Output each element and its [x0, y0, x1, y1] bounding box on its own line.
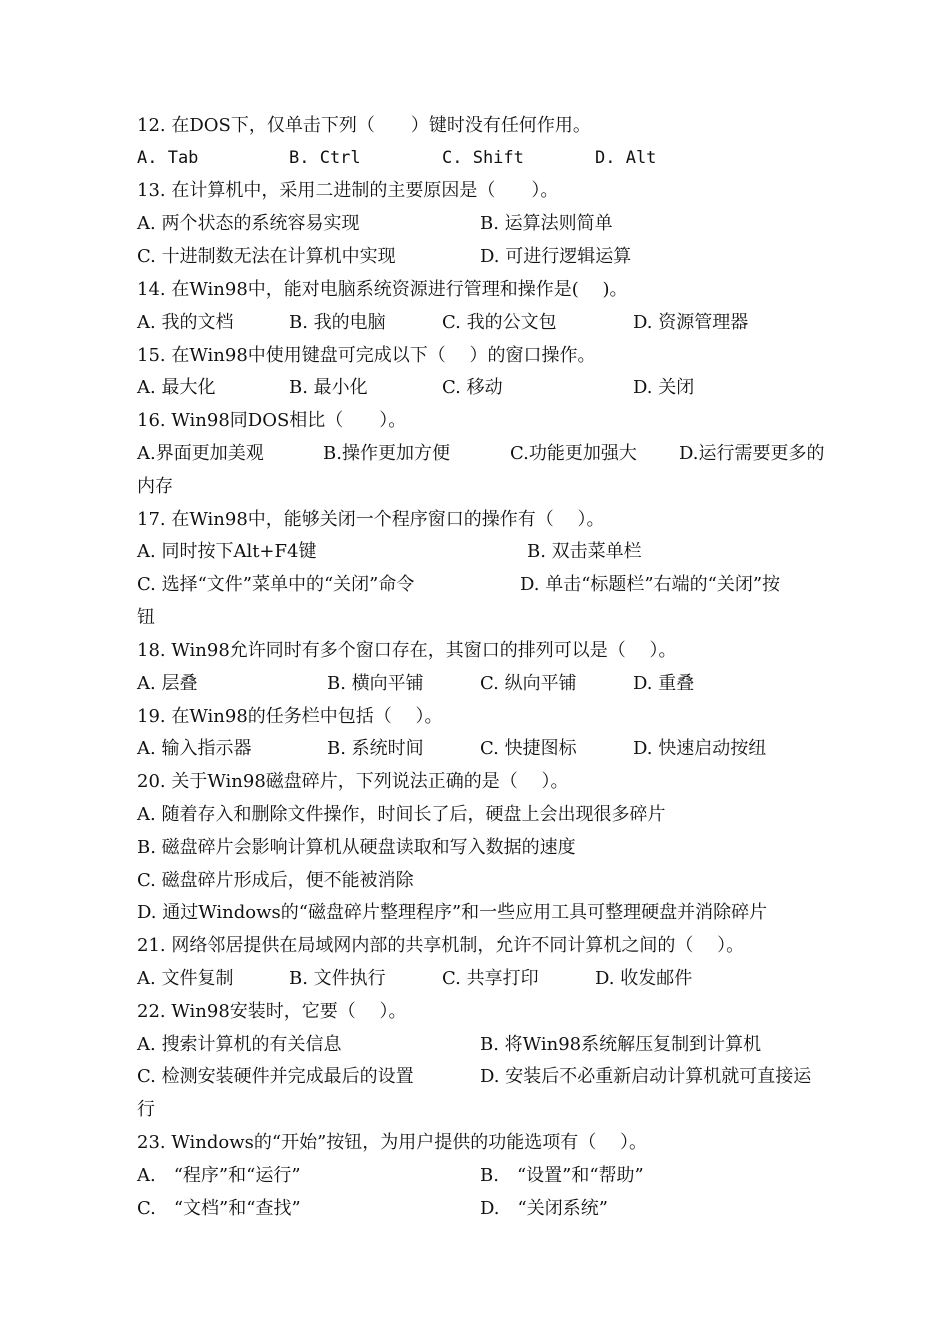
option: C. 共享打印: [442, 968, 539, 989]
option: C. 选择“文件”菜单中的“关闭”命令: [137, 574, 415, 595]
option: C. 纵向平铺: [480, 673, 577, 694]
option: B. 将Win98系统解压复制到计算机: [480, 1034, 762, 1055]
question-stem: 18. Win98允许同时有多个窗口存在，其窗口的排列可以是（ ）。: [137, 640, 677, 661]
option: A. 我的文档: [137, 312, 234, 333]
option: B. 最小化: [289, 377, 368, 398]
option-row: [137, 737, 842, 761]
option: A. 最大化: [137, 377, 216, 398]
option: D. Alt: [595, 148, 657, 168]
option-row: [137, 803, 842, 827]
option: B. 我的电脑: [289, 312, 386, 333]
option: A. 两个状态的系统容易实现: [137, 213, 360, 234]
option-continuation: 内存: [137, 476, 173, 497]
option: B. 文件执行: [289, 968, 386, 989]
option: C. 快捷图标: [480, 738, 577, 759]
option-continuation: 钮: [137, 607, 155, 628]
option: D. 快速启动按纽: [633, 738, 767, 759]
option: C. 检测安装硬件并完成最后的设置: [137, 1066, 414, 1087]
option-row: [137, 573, 842, 597]
option: A. 同时按下Alt+F4键: [137, 541, 317, 562]
option-row: [137, 967, 842, 991]
option-row: [137, 311, 842, 335]
option: A. 输入指示器: [137, 738, 252, 759]
option: D. “关闭系统”: [480, 1198, 608, 1219]
question-stem: 23. Windows的“开始”按钮，为用户提供的功能选项有（ ）。: [137, 1132, 648, 1153]
question-stem: 14. 在Win98中，能对电脑系统资源进行管理和操作是( )。: [137, 279, 628, 300]
question-stem: 21. 网络邻居提供在局域网内部的共享机制，允许不同计算机之间的（ ）。: [137, 935, 745, 956]
option-row: [137, 442, 842, 466]
option-row: [137, 1197, 842, 1221]
option: C.功能更加强大: [510, 443, 637, 464]
option: B. 双击菜单栏: [527, 541, 642, 562]
option: D. 重叠: [633, 673, 695, 694]
option: D. 关闭: [633, 377, 695, 398]
question-stem: 17. 在Win98中，能够关闭一个程序窗口的操作有（ ）。: [137, 509, 605, 530]
option-row: [137, 1098, 842, 1122]
option: A. 搜索计算机的有关信息: [137, 1034, 342, 1055]
question-stem: 19. 在Win98的任务栏中包括（ ）。: [137, 706, 443, 727]
option: B.操作更加方便: [323, 443, 450, 464]
question-stem: 20. 关于Win98磁盘碎片，下列说法正确的是（ ）。: [137, 771, 569, 792]
option: C. Shift: [442, 148, 524, 168]
question-stem: 12. 在DOS下，仅单击下列（ ）键时没有任何作用。: [137, 115, 591, 136]
option-row: [137, 1065, 842, 1089]
option: C. 十进制数无法在计算机中实现: [137, 246, 396, 267]
option: B. 横向平铺: [327, 673, 424, 694]
option: B. 系统时间: [327, 738, 424, 759]
option: D. 收发邮件: [595, 968, 693, 989]
option: A.界面更加美观: [137, 443, 264, 464]
option: A. 文件复制: [137, 968, 234, 989]
option: B. “设置”和“帮助”: [480, 1165, 644, 1186]
option: B. Ctrl: [289, 148, 361, 168]
option: A. 随着存入和删除文件操作，时间长了后，硬盘上会出现很多碎片: [137, 804, 666, 825]
option-row: [137, 869, 842, 893]
option: D. 资源管理器: [633, 312, 749, 333]
question-stem: 22. Win98安装时，它要（ ）。: [137, 1001, 407, 1022]
option-row: [137, 836, 842, 860]
option: C. 我的公文包: [442, 312, 557, 333]
option: D. 通过Windows的“磁盘碎片整理程序”和一些应用工具可整理硬盘并消除碎片: [137, 902, 768, 923]
option-row: [137, 1164, 842, 1188]
question-stem: 13. 在计算机中，采用二进制的主要原因是（ ）。: [137, 180, 559, 201]
option-row: [137, 606, 842, 630]
option-row: [137, 901, 842, 925]
option-row: [137, 672, 842, 696]
option-continuation: 行: [137, 1099, 155, 1120]
option: D. 安装后不必重新启动计算机就可直接运: [480, 1066, 812, 1087]
option: A. 层叠: [137, 673, 198, 694]
option: C. 移动: [442, 377, 503, 398]
option-row: [137, 212, 842, 236]
option: A. Tab: [137, 148, 199, 168]
option: B. 磁盘碎片会影响计算机从硬盘读取和写入数据的速度: [137, 837, 576, 858]
option: D.运行需要更多的: [679, 443, 825, 464]
option-row: [137, 146, 842, 170]
option: D. 单击“标题栏”右端的“关闭”按: [520, 574, 781, 595]
option-row: [137, 475, 842, 499]
question-stem: 15. 在Win98中使用键盘可完成以下（ ）的窗口操作。: [137, 345, 596, 366]
option: A. “程序”和“运行”: [137, 1165, 301, 1186]
option-row: [137, 245, 842, 269]
option-row: [137, 376, 842, 400]
question-stem: 16. Win98同DOS相比（ ）。: [137, 410, 407, 431]
option-row: [137, 540, 842, 564]
option: C. “文档”和“查找”: [137, 1198, 301, 1219]
option: C. 磁盘碎片形成后，便不能被消除: [137, 870, 414, 891]
option: D. 可进行逻辑运算: [480, 246, 632, 267]
option: B. 运算法则简单: [480, 213, 613, 234]
option-row: [137, 1033, 842, 1057]
